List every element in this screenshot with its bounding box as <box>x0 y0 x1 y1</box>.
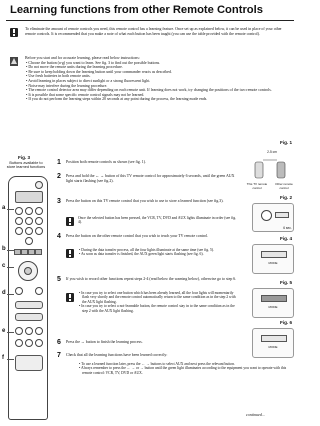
fig4-illustration <box>252 244 294 274</box>
color-button-icon <box>35 249 42 255</box>
fig6-illustration <box>252 328 294 358</box>
remote-button-icon <box>35 327 43 335</box>
step-number: 7 <box>57 352 61 359</box>
fig1-distance: 2-5 cm <box>267 150 277 154</box>
note-icon <box>66 249 74 258</box>
step-number: 6 <box>57 339 61 346</box>
number-button-icon <box>25 237 33 245</box>
power-button-icon <box>35 181 43 189</box>
leader-line <box>7 332 14 333</box>
color-button-icon <box>28 249 35 255</box>
leader-line <box>7 359 14 360</box>
step-text: If you wish to record other functions repeat steps 2-4 (read below the warning below), otherwise go to step 6. <box>66 277 237 281</box>
remote-button-icon <box>25 339 33 347</box>
note-bullet: • In case you try to select a not-learnable button, the remote control stay in to the same condition as in the step 2 with the AUX light flashing. <box>79 304 235 313</box>
step-text: Press and hold the ← → button of this TV remote control for approximately 6 seconds, until the green AUX light starts flashing (see fig.2). <box>66 174 235 183</box>
page-title: Learning functions from other Remote Controls <box>10 4 263 16</box>
fig2-seconds: 6 sec. <box>283 226 292 230</box>
intro-text: To eliminate the amount of remote controls you need, this remote control has a learning feature. Once set up as explained below, it can be used in place of your other remote controls. It is recommended that you make a note of what each button has been taught (you can use the table provided with the remote control). <box>25 27 282 36</box>
note-bullet: • To use a learned function later, press the ← → buttons to select AUX and next press the relevant button. <box>79 362 235 366</box>
remote-button-icon <box>15 327 23 335</box>
fig3-caption: Buttons available to store learned functions <box>6 161 46 169</box>
remote-button-icon <box>35 287 43 295</box>
mode-block <box>15 191 43 203</box>
warning-bullet: • If you do not perform the learning steps within 20 seconds at any point during the process, the learning mode ends. <box>26 97 208 102</box>
number-button-icon <box>15 217 23 225</box>
number-button-icon <box>25 207 33 215</box>
step-text: Position both remote controls as shown (see fig. 1). <box>66 160 146 164</box>
number-button-icon <box>25 227 33 235</box>
number-button-icon <box>15 227 23 235</box>
note-bullet: • During the data transfer process, all the four lights illuminate at the same time (see fig. 5). <box>79 248 215 252</box>
step-number: 3 <box>57 198 61 205</box>
leader-line <box>7 209 14 210</box>
number-button-icon <box>35 207 43 215</box>
continued-text: continued... <box>246 412 265 417</box>
step-number: 2 <box>57 173 61 180</box>
step-number: 5 <box>57 276 61 283</box>
note-bullet: • In case you try to select one button which has been already learned, all the four lights will momentarily flash very shortly and the remote control automatically return to the same condition as in the step 2 with the AUX light flashing. <box>79 291 236 304</box>
step3-note: Once the selected button has been pressed, the VCR, TV, DVD and AUX lights illuminate in order (see fig. 4). <box>78 216 237 225</box>
remote-button-icon <box>25 327 33 335</box>
leader-line <box>7 294 14 295</box>
fig1-other-remote-label: Other remote control <box>275 182 293 190</box>
step-text: Press the button on this TV remote control that you wish to use to store a learned function (see fig.3). <box>66 199 224 203</box>
fig4-label: Fig. 4 <box>280 236 292 241</box>
fig1-label: Fig. 1 <box>280 140 292 145</box>
fig4-mode-label: MODE <box>268 261 278 265</box>
fig5-label: Fig. 5 <box>280 280 292 285</box>
warning-lead: Before you start and for accurate learning, please read below instructions: <box>25 56 140 60</box>
step5-notes <box>78 291 241 313</box>
number-button-icon <box>35 217 43 225</box>
warning-bullet: • Do not move the remote units during the learning procedure. <box>26 65 123 70</box>
warning-bullet: • Use fresh batteries in both remote units. <box>26 74 91 79</box>
step-text: Press the button on the other remote control that you wish to teach your TV remote control. <box>66 234 209 238</box>
button-letter-c: c <box>2 263 6 269</box>
title-rule <box>6 20 294 21</box>
note-icon <box>10 28 18 37</box>
button-letter-a: a <box>2 205 6 211</box>
mode-lights-icon <box>275 212 289 218</box>
button-letter-d: d <box>2 290 6 296</box>
fig6-label: Fig. 6 <box>280 320 292 325</box>
warning-icon <box>10 57 18 66</box>
warning-block <box>25 56 293 102</box>
button-letter-f: f <box>2 355 4 361</box>
note-icon <box>66 217 74 226</box>
warning-bullet: • The remote control detector area may differ depending on each remote unit. If learning does not work, try changing the positions of the two remote controls. <box>26 88 272 93</box>
ok-button-icon <box>24 267 32 275</box>
color-button-icon <box>21 249 28 255</box>
warning-bullet: • It is possible that some specific remote control signals may not be learned. <box>26 92 145 97</box>
step-number: 1 <box>57 159 61 166</box>
step7-notes <box>78 362 288 375</box>
step4-notes <box>78 248 241 257</box>
step-text: Check that all the learning functions have been learned correctly: <box>66 353 168 357</box>
step-number: 4 <box>57 233 61 240</box>
mode-lights-icon <box>261 251 287 258</box>
fig2-label: Fig. 2 <box>280 195 292 200</box>
number-button-icon <box>25 217 33 225</box>
fig6-mode-label: MODE <box>268 345 278 349</box>
button-letter-e: e <box>2 328 6 334</box>
remote-button-icon <box>15 339 23 347</box>
warning-bullet: • Avoid learning in places subject to direct sunlight or a strong fluorescent light. <box>26 78 151 83</box>
lower-panel-icon <box>15 355 43 371</box>
fig1-tv-remote-label: This TV remote control <box>246 182 268 190</box>
remote-button-icon <box>15 287 23 295</box>
step-text: Press the → button to finish the learning process. <box>66 340 143 344</box>
remote-button-icon <box>35 339 43 347</box>
number-button-icon <box>15 207 23 215</box>
fig5-illustration <box>252 288 294 318</box>
note-bullet: • As soon as data transfer is finished, the AUX green light starts flashing (see fig. 6). <box>79 252 204 257</box>
number-button-icon <box>35 227 43 235</box>
volume-rocker-icon <box>15 301 43 309</box>
warning-bullet: • Noise may interfere during the learning procedure. <box>26 83 108 88</box>
button-letter-b: b <box>2 246 6 252</box>
program-rocker-icon <box>15 313 43 321</box>
color-button-icon <box>14 249 21 255</box>
tv-remote-illustration <box>8 176 48 420</box>
mode-lights-icon <box>261 295 287 302</box>
fig3-label: Fig. 3 <box>18 155 30 160</box>
fig5-mode-label: MODE <box>268 305 278 309</box>
mode-lights-icon <box>261 335 287 342</box>
warning-bullet: • Be sure to keep holding down the learning button until your commander reacts as described. <box>26 69 172 74</box>
warning-bullet: • Choose the button (a-g) you want to learn. See fig. 3 to find out the possible buttons. <box>26 60 161 65</box>
leader-line <box>7 250 14 251</box>
note-bullet: • Always remember to press the ← → or → button until the green light illuminates according to the equipment you want to operate with this remote control: VCR, TV, DVD or AUX. <box>79 366 287 375</box>
mode-button-icon <box>261 210 272 221</box>
note-icon <box>66 293 74 302</box>
leader-line <box>7 267 14 268</box>
